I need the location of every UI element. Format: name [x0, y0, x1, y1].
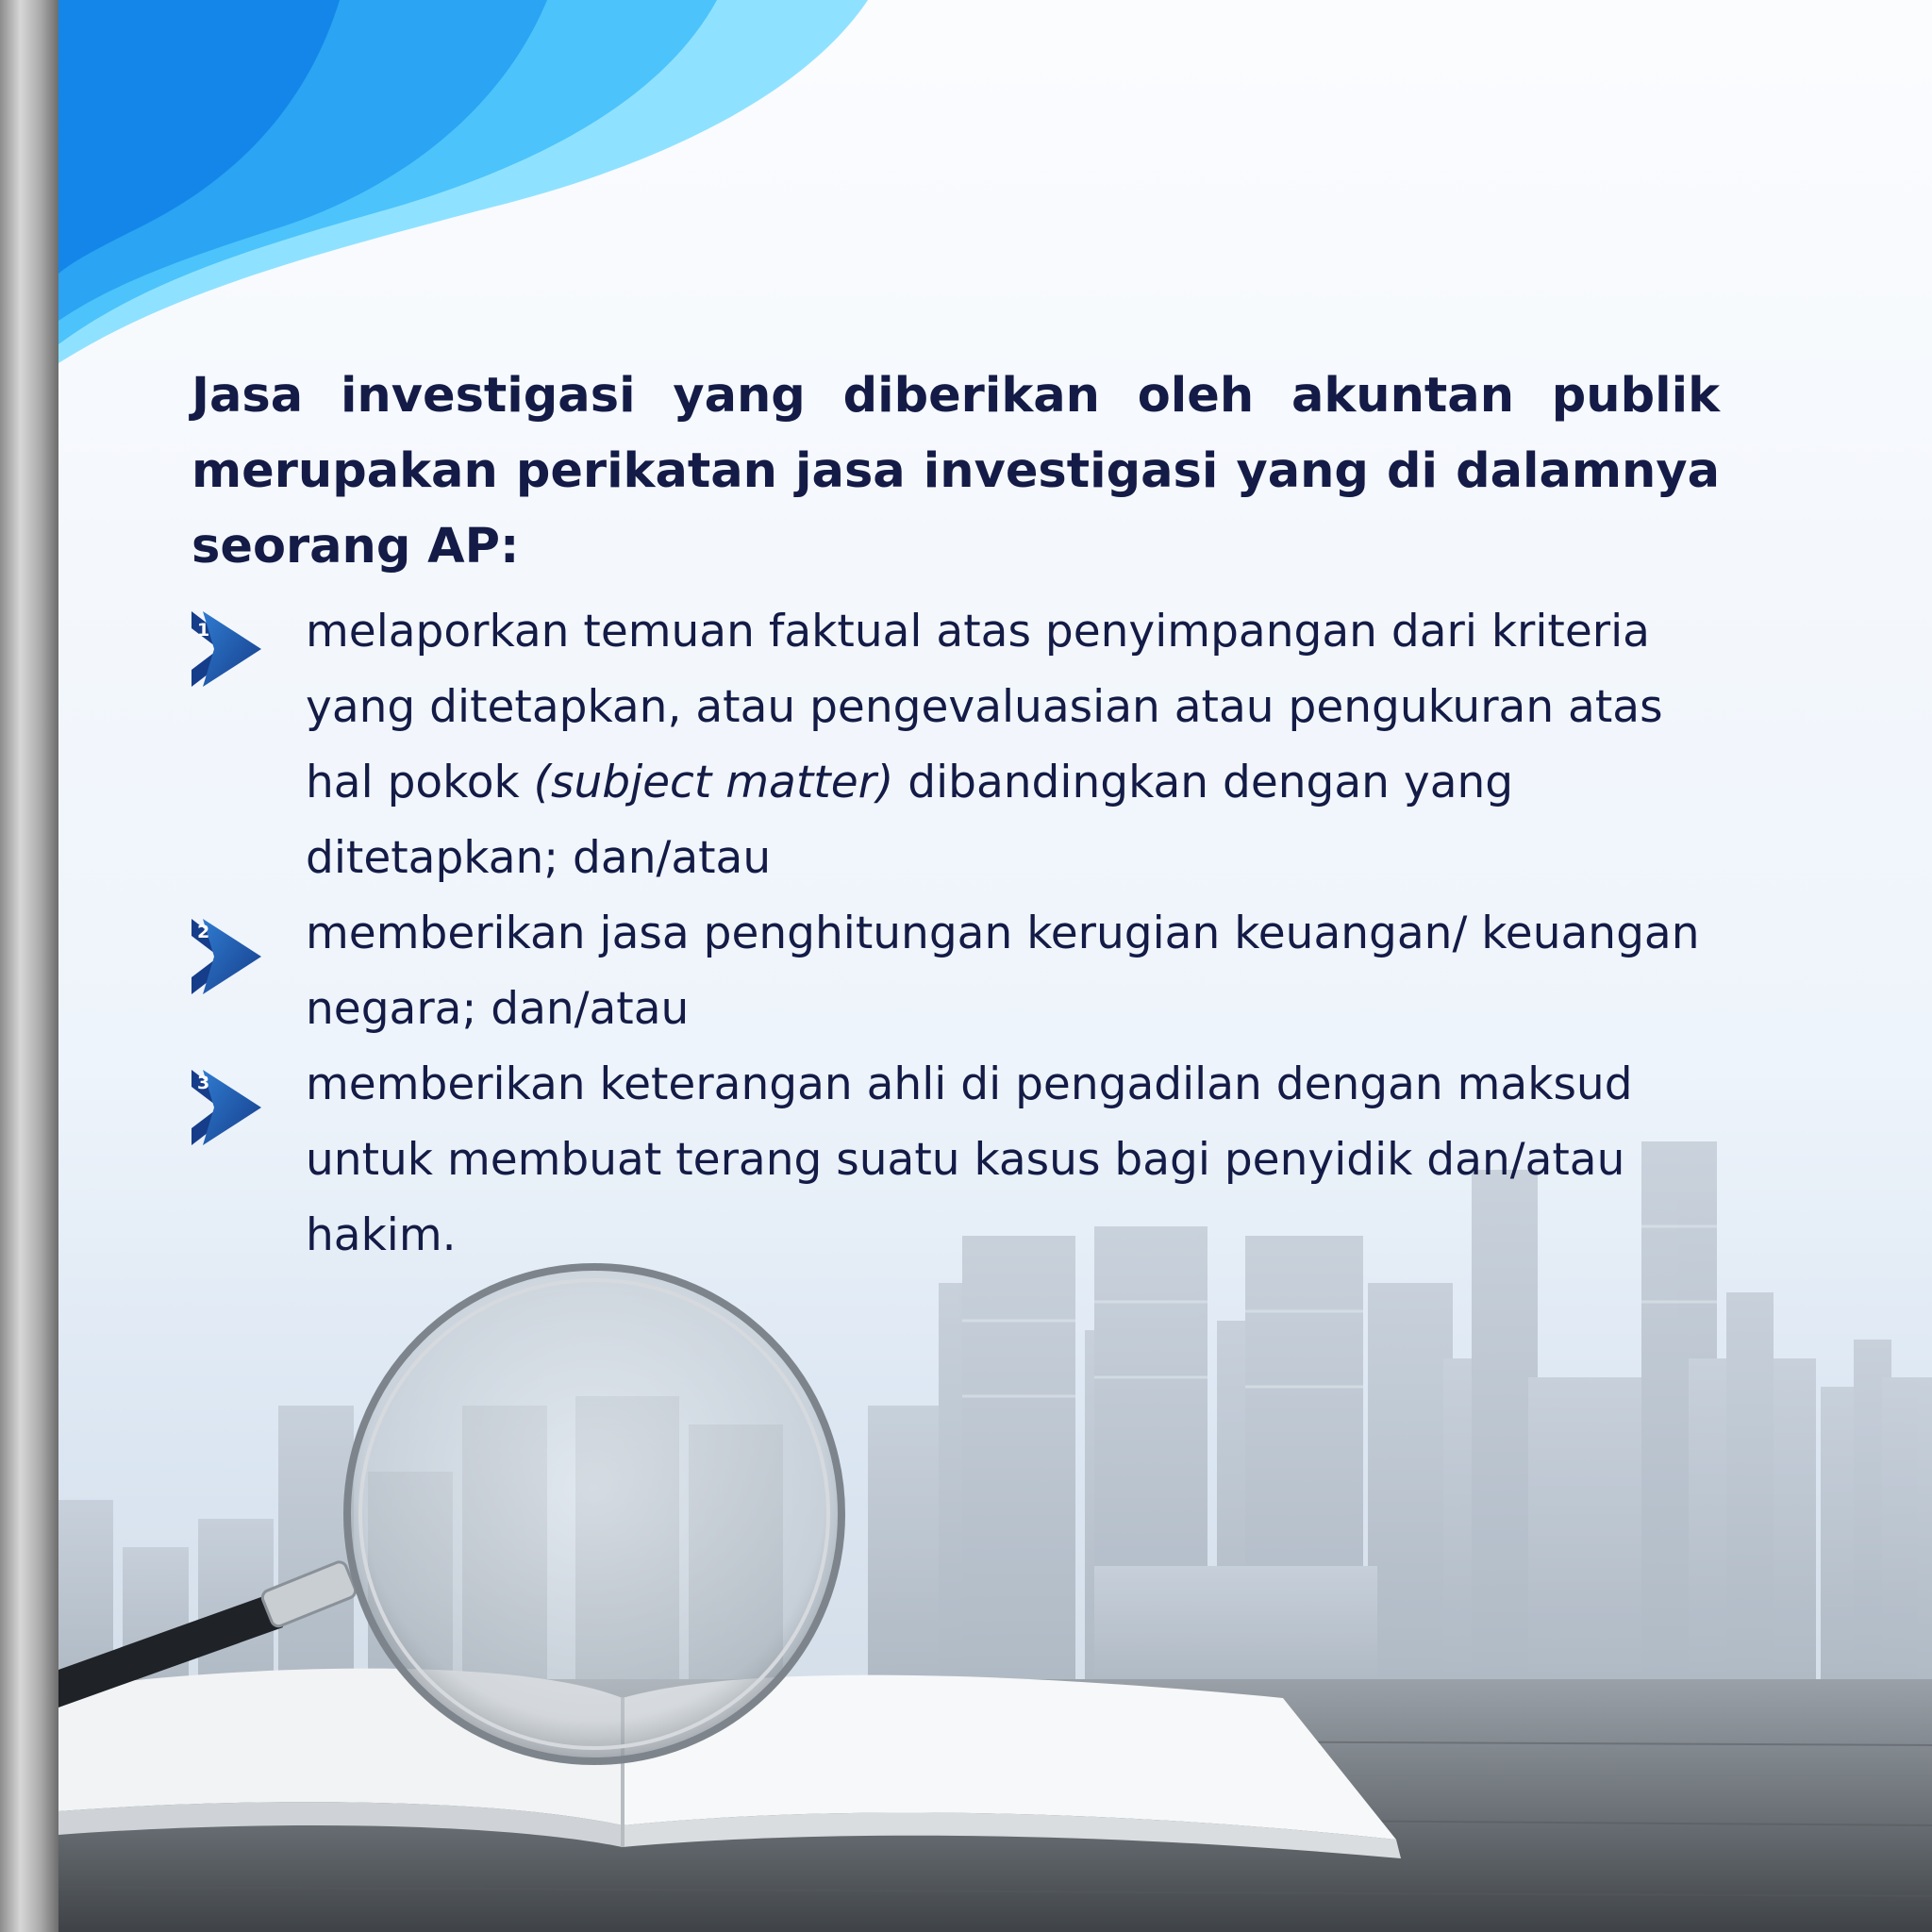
list-item [192, 594, 1720, 896]
item-number: 2 [197, 922, 210, 942]
content-block [192, 358, 1720, 1274]
item-text: melaporkan temuan faktual atas penyimpangan dari kriteria yang ditetapkan, atau pengevaluasian atau pengukuran atas hal pokok (subject matter) dibandingkan dengan yang ditetapkan; dan/atau [306, 606, 1663, 884]
item-italic-term: (subject matter) [533, 757, 894, 808]
list-item [192, 896, 1720, 1047]
item-text: memberikan keterangan ahli di pengadilan dengan maksud untuk membuat terang suatu kasus bagi penyidik dan/atau hakim. [306, 1058, 1633, 1261]
item-number: 3 [197, 1073, 210, 1093]
item-number: 1 [197, 620, 210, 641]
item-text: memberikan jasa penghitungan kerugian keuangan/ keuangan negara; dan/atau [306, 908, 1700, 1035]
intro-heading: Jasa investigasi yang diberikan oleh akuntan publik merupakan perikatan jasa investigasi yang di dalamnya seorang AP: [192, 368, 1720, 575]
list-item [192, 1047, 1720, 1274]
